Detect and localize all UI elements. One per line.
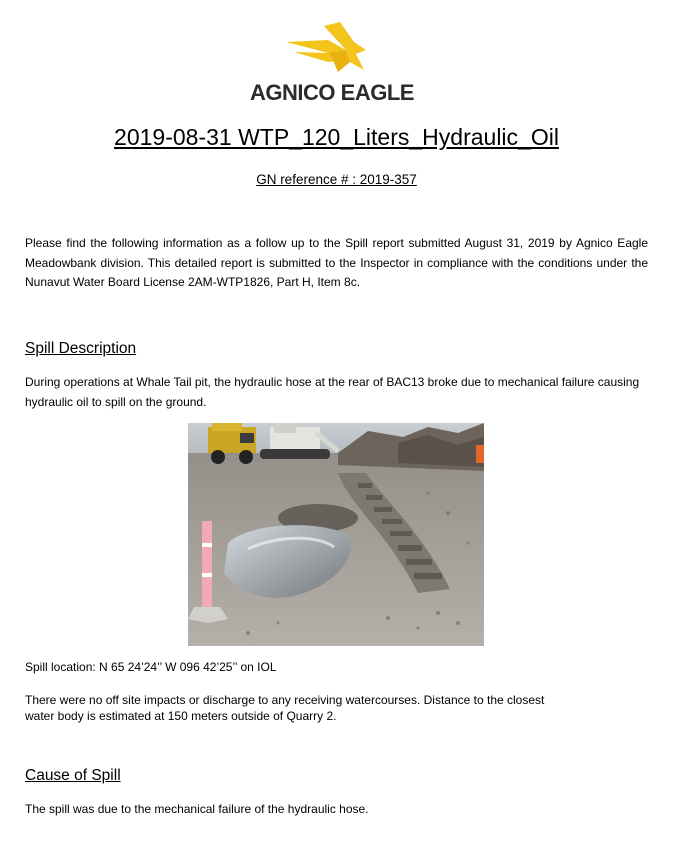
spill-description-text: During operations at Whale Tail pit, the hydraulic hose at the rear of BAC13 broke due to mechanical failure causing hydraulic oil to spill on the ground. [25,375,640,409]
impacts-line-2: water body is estimated at 150 meters outside of Quarry 2. [25,709,337,723]
document-title: 2019-08-31 WTP_120_Liters_Hydraulic_Oil [114,124,559,150]
intro-paragraph: Please find the following information as a follow up to the Spill report submitted August 31, 2019 by Agnico Eagle Meadowbank division. This detailed report is submitted to the Inspector in compliance with the conditions under the Nunavut Water Board License 2AM-WTP1826, Part H, Item 8c. [25,236,648,289]
logo-text: AGNICO EAGLE [250,80,414,105]
gn-reference: GN reference # : 2019-357 [256,172,417,187]
eagle-logo-icon [284,20,368,76]
spill-location: Spill location: N 65 24’24’’ W 096 42’25’’ on IOL [25,660,277,674]
company-logo [246,20,418,106]
spill-site-photo [188,423,484,646]
spill-site-image [188,423,484,646]
cause-heading: Cause of Spill [25,767,121,784]
impacts-line-1: There were no off site impacts or discharge to any receiving watercourses. Distance to the closest [25,693,545,707]
cause-text: The spill was due to the mechanical failure of the hydraulic hose. [25,802,369,816]
spill-description-heading: Spill Description [25,340,137,357]
